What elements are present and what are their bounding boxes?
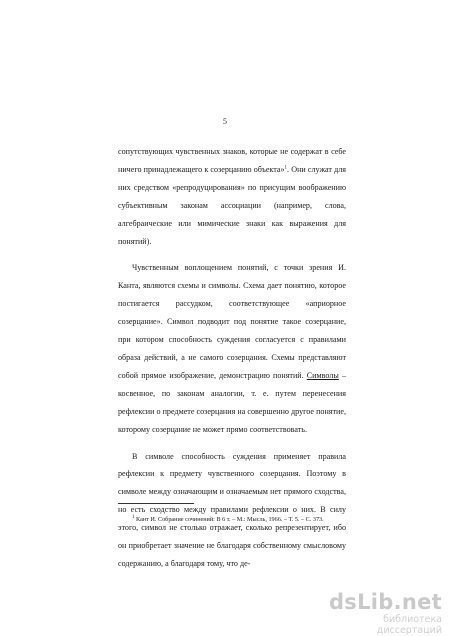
- page-number: 5: [223, 117, 227, 126]
- paragraph-1: [118, 143, 346, 250]
- footnote-separator: [118, 503, 194, 504]
- footnote: [132, 516, 352, 524]
- paragraph-1-text: сопутствующих чувственных знаков, которые не содержат в себе ничего принадлежащего к созерцанию объекта»: [118, 147, 346, 174]
- footnote-reference[interactable]: 1: [284, 165, 288, 171]
- underlined-term: Символы: [306, 370, 339, 380]
- paragraph-2: [118, 259, 346, 438]
- paragraph-2-continuation: – косвенное, по законам аналогии, т. е. путем перенесения рефлексии о предмете созерцания на совершенно другое понятие, которому созерцание не может прямо соответствовать.: [118, 370, 346, 434]
- footnote-text: Кант И. Собрание сочинений: В 6 т. – М.: Мысль, 1966. – Т. 5. – С. 373.: [134, 516, 324, 523]
- paragraph-1-continuation: . Они служат для них средством «репродуцирования» по присущим воображению субъективным законам ассоциации (например, слова, алгебраические или мимические знаки как выражения для понятий).: [118, 164, 346, 246]
- watermark-subtitle: библиотека диссертаций: [376, 614, 442, 636]
- footnote-marker: 1: [132, 514, 135, 520]
- watermark: [322, 591, 442, 636]
- body-text: [118, 143, 346, 573]
- watermark-logo: dsLib.net: [328, 590, 442, 614]
- paragraph-3: В символе способность суждения применяет правила рефлексии к предмету чувственного созерцания. Поэтому в символе между означающим и означаемым нет прямого сходства, но есть сходство между правилами рефлексии о них. В силу этого, символ не столько отражает, сколько репрезентирует, ибо он приобретает значение не благодаря собственному смысловому содержанию, а благодаря тому, что де-: [118, 451, 346, 568]
- paragraph-2-text: Чувственным воплощением понятий, с точки зрения И. Канта, являются схемы и символы. Схема дает понятию, которое постигается рассудком, соответствующее «априорное созерцание». Символ подводит под понятие такое созерцание, при котором способность суждения согласуется с правилами образа действий, а не самого созерцания. Схемы представляют собой прямое изображение, демонстрацию понятий.: [118, 263, 346, 380]
